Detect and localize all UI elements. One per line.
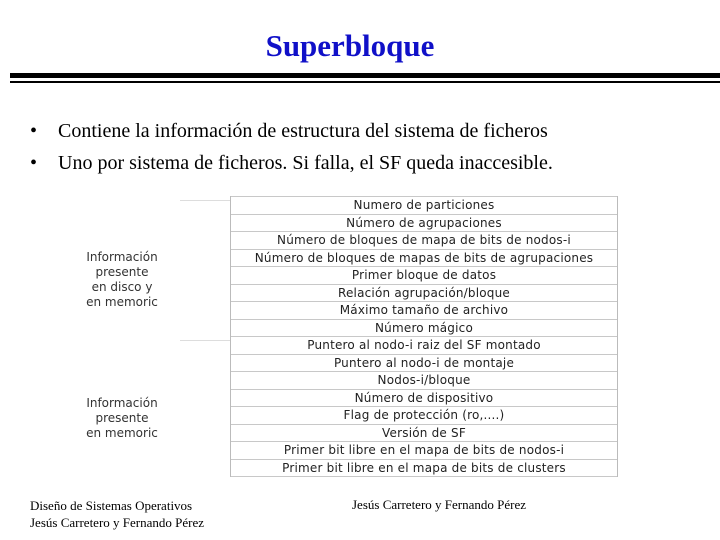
label-line: en disco y [91, 280, 153, 294]
field-row: Primer bit libre en el mapa de bits de clusters [231, 460, 617, 478]
label-line: en memoric [86, 426, 158, 440]
field-row: Numero de particiones [231, 196, 617, 215]
bullet-item [30, 152, 553, 184]
field-row: Número mágico [231, 320, 617, 338]
separator-line [180, 340, 230, 341]
field-row: Relación agrupación/bloque [231, 285, 617, 303]
field-row: Primer bit libre en el mapa de bits de nodos-i [231, 442, 617, 460]
field-row: Número de agrupaciones [231, 215, 617, 233]
field-row: Versión de SF [231, 425, 617, 443]
field-row: Flag de protección (ro,....) [231, 407, 617, 425]
title-rule-thick [10, 73, 720, 78]
footer-left [30, 497, 204, 531]
field-row: Puntero al nodo-i raiz del SF montado [231, 337, 617, 355]
field-row: Nodos-i/bloque [231, 372, 617, 390]
footer-right: Jesús Carretero y Fernando Pérez [352, 497, 526, 512]
label-line: Información [86, 250, 158, 264]
bullet-text: Uno por sistema de ficheros. Si falla, el SF queda inaccesible. [58, 152, 553, 174]
field-row: Número de bloques de mapa de bits de nodos-i [231, 232, 617, 250]
label-line: Información [86, 396, 158, 410]
field-row: Número de dispositivo [231, 390, 617, 408]
label-line: presente [95, 411, 149, 425]
field-row: Primer bloque de datos [231, 267, 617, 285]
field-row: Puntero al nodo-i de montaje [231, 355, 617, 373]
separator-line [180, 200, 230, 201]
label-line: presente [95, 265, 149, 279]
footer-course: Diseño de Sistemas Operativos [30, 498, 193, 513]
title-rule-thin [10, 81, 720, 83]
bullet-item [30, 120, 553, 152]
superblock-diagram [0, 196, 720, 486]
slide-title: Superbloque [265, 28, 435, 63]
field-row: Máximo tamaño de archivo [231, 302, 617, 320]
bullet-text: Contiene la información de estructura del sistema de ficheros [58, 120, 548, 142]
label-line: en memoric [86, 295, 158, 309]
bullet-dot: • [30, 120, 38, 142]
label-memory-only [67, 396, 177, 441]
bullet-dot: • [30, 152, 38, 174]
label-disk-and-memory [67, 250, 177, 310]
field-row: Número de bloques de mapas de bits de agrupaciones [231, 250, 617, 268]
bullet-list [30, 120, 553, 184]
superblock-fields-table [230, 196, 618, 477]
footer-authors: Jesús Carretero y Fernando Pérez [30, 515, 204, 530]
